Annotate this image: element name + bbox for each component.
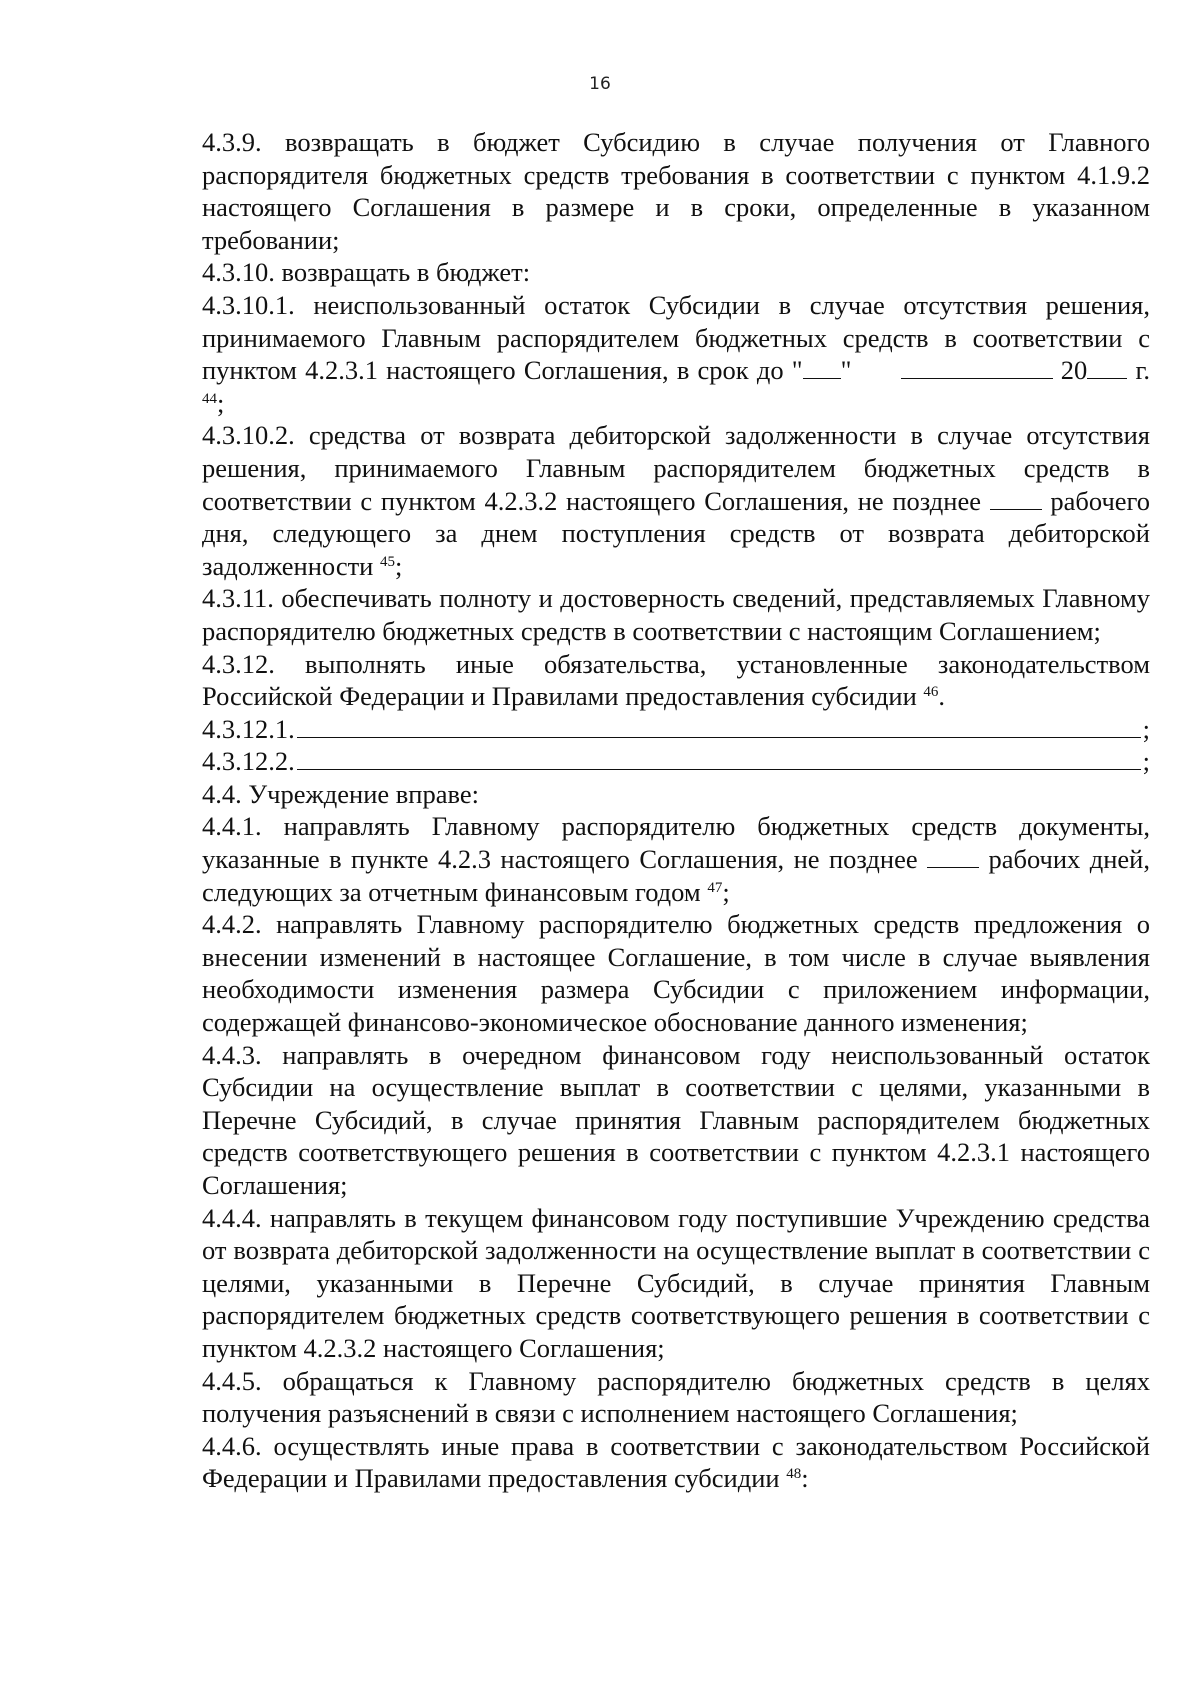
paragraph-4-4-5: 4.4.5. обращаться к Главному распорядителю бюджетных средств в целях получения разъяснений в связи с исполнением настоящего Соглашения; — [202, 1365, 1150, 1429]
paragraph-4-3-12-2 — [202, 745, 1150, 778]
paragraph-text-cont: рабочих дней, следующих за отчетным финансовым годом — [202, 844, 1150, 907]
paragraph-4-4-4: 4.4.4. направлять в текущем финансовом году поступившие Учреждению средства от возврата дебиторской задолженности на осуществление выплат в соответствии с целями, указанными в Перечне Субсидий, в случае принятия Главным распорядителем бюджетных средств соответствующего решения в соответствии с пунктом 4.2.3.2 настоящего Соглашения; — [202, 1202, 1150, 1363]
paragraph-text: 4.4.1. направлять Главному распорядителю бюджетных средств документы, указанные в пункте 4.2.3 настоящего Соглашения, не позднее — [202, 811, 1150, 875]
paragraph-text: 4.3.10.2. средства от возврата дебиторской задолженности в случае отсутствия решения, принимаемого Главным распорядителем бюджетных средств в соответствии с пунктом 4.2.3.2 настоящего Соглашения, не позднее — [202, 420, 1150, 516]
quote-mark: " — [840, 355, 852, 386]
year-suffix: г. — [1127, 355, 1150, 386]
footnote-ref: 47 — [707, 879, 723, 896]
item-label: 4.3.12.1. — [202, 713, 295, 744]
paragraph-4-4-2: 4.4.2. направлять Главному распорядителю бюджетных средств предложения о внесении изменений в настоящее Соглашение, в том числе в случае выявления необходимости изменения размера Субсидии с приложением информации, содержащей финансово-экономическое обоснование данного изменения; — [202, 909, 1150, 1038]
paragraph-end: ; — [1142, 713, 1150, 744]
paragraph-end: ; — [217, 387, 225, 418]
paragraph-4-3-11: 4.3.11. обеспечивать полноту и достоверность сведений, представляемых Главному распорядителю бюджетных средств в соответствии с настоящим Соглашением; — [202, 583, 1150, 646]
document-body — [202, 126, 1150, 1495]
footnote-ref: 48 — [786, 1466, 802, 1483]
fill-blank — [297, 713, 1141, 738]
paragraph-4-4: 4.4. Учреждение вправе: — [202, 778, 479, 809]
paragraph-4-4-6 — [202, 1430, 1150, 1495]
paragraph-end: . — [938, 681, 946, 712]
days-blank — [927, 843, 979, 868]
paragraph-4-4-1 — [202, 810, 1150, 908]
item-label: 4.3.12.2. — [202, 746, 295, 777]
paragraph-end: ; — [394, 550, 403, 581]
month-blank — [901, 354, 1053, 379]
days-blank — [990, 485, 1042, 510]
paragraph-text: 4.3.10.1. неиспользованный остаток Субсидии в случае отсутствия решения, принимаемого Главным распорядителем бюджетных средств в соответствии с пунктом 4.2.3.1 настоящего Соглашения, в срок до " — [202, 289, 1150, 386]
paragraph-4-3-12 — [202, 648, 1150, 713]
paragraph-4-3-10: 4.3.10. возвращать в бюджет: — [202, 257, 531, 288]
paragraph-text: 4.3.12. выполнять иные обязательства, установленные законодательством Российской Федерации и Правилами предоставления субсидии — [202, 648, 1150, 712]
paragraph-text-cont: рабочего дня, следующего за днем поступления средств от возврата дебиторской задолженности — [202, 485, 1151, 581]
year-blank — [1087, 354, 1127, 379]
paragraph-4-4-3: 4.4.3. направлять в очередном финансовом году неиспользованный остаток Субсидии на осуществление выплат в соответствии с целями, указанными в Перечне Субсидий, в случае принятия Главным распорядителем бюджетных средств соответствующего решения в соответствии с пунктом 4.2.3.1 настоящего Соглашения; — [202, 1039, 1150, 1200]
paragraph-4-3-10-2 — [202, 419, 1150, 582]
page-number: 16 — [589, 74, 611, 94]
day-blank — [803, 354, 841, 379]
paragraph-end: ; — [722, 876, 730, 907]
footnote-ref: 44 — [202, 390, 217, 407]
paragraph-end: ; — [1142, 746, 1150, 777]
footnote-ref: 46 — [923, 684, 939, 701]
paragraph-4-3-12-1 — [202, 713, 1150, 746]
paragraph-end: : — [801, 1463, 809, 1494]
footnote-ref: 45 — [379, 553, 395, 570]
paragraph-4-3-10-1 — [202, 289, 1150, 419]
fill-blank — [297, 745, 1141, 770]
year-prefix: 20 — [1060, 355, 1088, 386]
paragraph-4-3-9: 4.3.9. возвращать в бюджет Субсидию в случае получения от Главного распорядителя бюджетных средств требования в соответствии с пунктом 4.1.9.2 настоящего Соглашения в размере и в сроки, определенные в указанном требовании; — [202, 127, 1150, 255]
paragraph-text: 4.4.6. осуществлять иные права в соответствии с законодательством Российской Федерации и Правилами предоставления субсидии — [202, 1430, 1150, 1494]
